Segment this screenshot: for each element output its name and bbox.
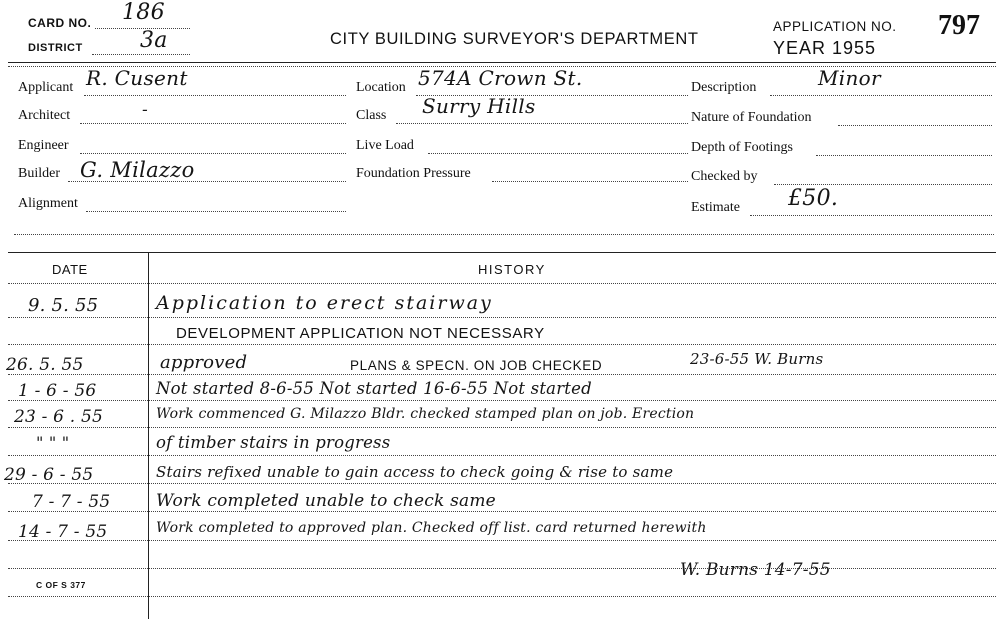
checked-by-label: Checked by bbox=[691, 169, 758, 184]
estimate-value: £50. bbox=[788, 186, 839, 211]
builder-label: Builder bbox=[18, 166, 60, 181]
history-row-date: 29 - 6 - 55 bbox=[4, 465, 94, 485]
history-row-entry: Not started 8-6-55 Not started 16-6-55 Not started bbox=[156, 379, 592, 398]
history-row-entry: approved bbox=[160, 352, 248, 373]
description-label: Description bbox=[691, 80, 757, 95]
history-row-entry: Work commenced G. Milazzo Bldr. checked stamped plan on job. Erection bbox=[156, 406, 695, 422]
history-row-date: 26. 5. 55 bbox=[6, 355, 84, 375]
alignment-label: Alignment bbox=[18, 196, 78, 211]
history-row-date: " " " bbox=[36, 433, 70, 452]
history-column-header: HISTORY bbox=[478, 262, 546, 277]
estimate-label: Estimate bbox=[691, 200, 740, 215]
builder-value: G. Milazzo bbox=[80, 158, 195, 182]
applicant-value: R. Cusent bbox=[86, 66, 188, 90]
plans-checked-note: 23-6-55 W. Burns bbox=[690, 350, 824, 368]
location-label: Location bbox=[356, 80, 406, 95]
district-value: 3a bbox=[140, 28, 168, 53]
history-row-entry: Work completed unable to check same bbox=[156, 491, 496, 511]
history-row-date: 1 - 6 - 56 bbox=[18, 381, 97, 401]
application-no-label: APPLICATION NO. bbox=[773, 19, 897, 34]
history-row-date: 23 - 6 . 55 bbox=[14, 407, 104, 427]
date-column-header: DATE bbox=[52, 262, 88, 277]
nature-of-foundation-label: Nature of Foundation bbox=[691, 110, 812, 125]
depth-of-footings-label: Depth of Footings bbox=[691, 140, 793, 155]
history-row-date: 7 - 7 - 55 bbox=[32, 492, 111, 512]
history-row-date: 14 - 7 - 55 bbox=[18, 522, 108, 542]
card-no-value: 186 bbox=[122, 0, 165, 25]
live-load-label: Live Load bbox=[356, 138, 414, 153]
department-title: CITY BUILDING SURVEYOR'S DEPARTMENT bbox=[330, 30, 699, 48]
history-row-entry: Work completed to approved plan. Checked off list. card returned herewith bbox=[156, 520, 707, 536]
history-row-entry: of timber stairs in progress bbox=[156, 433, 391, 452]
plans-checked-stamp: PLANS & SPECN. ON JOB CHECKED bbox=[350, 358, 603, 373]
class-label: Class bbox=[356, 108, 387, 123]
applicant-label: Applicant bbox=[18, 80, 74, 95]
form-code: C OF S 377 bbox=[36, 580, 86, 590]
district-label: DISTRICT bbox=[28, 42, 83, 54]
history-row-entry: Stairs refixed unable to gain access to check going & rise to same bbox=[156, 463, 674, 481]
description-value: Minor bbox=[818, 66, 881, 90]
application-no-value: 797 bbox=[938, 10, 980, 41]
history-row-date: 9. 5. 55 bbox=[28, 295, 99, 316]
architect-value: - bbox=[142, 100, 149, 120]
year-label: YEAR 1955 bbox=[773, 38, 877, 58]
history-row-stamp: DEVELOPMENT APPLICATION NOT NECESSARY bbox=[176, 325, 545, 342]
history-row-entry: Application to erect stairway bbox=[156, 292, 493, 314]
card-no-label: CARD NO. bbox=[28, 16, 92, 30]
signature: W. Burns 14-7-55 bbox=[680, 560, 831, 580]
class-value: Surry Hills bbox=[422, 94, 536, 118]
architect-label: Architect bbox=[18, 108, 71, 123]
foundation-pressure-label: Foundation Pressure bbox=[356, 166, 471, 181]
location-value: 574A Crown St. bbox=[418, 66, 583, 90]
engineer-label: Engineer bbox=[18, 138, 69, 153]
